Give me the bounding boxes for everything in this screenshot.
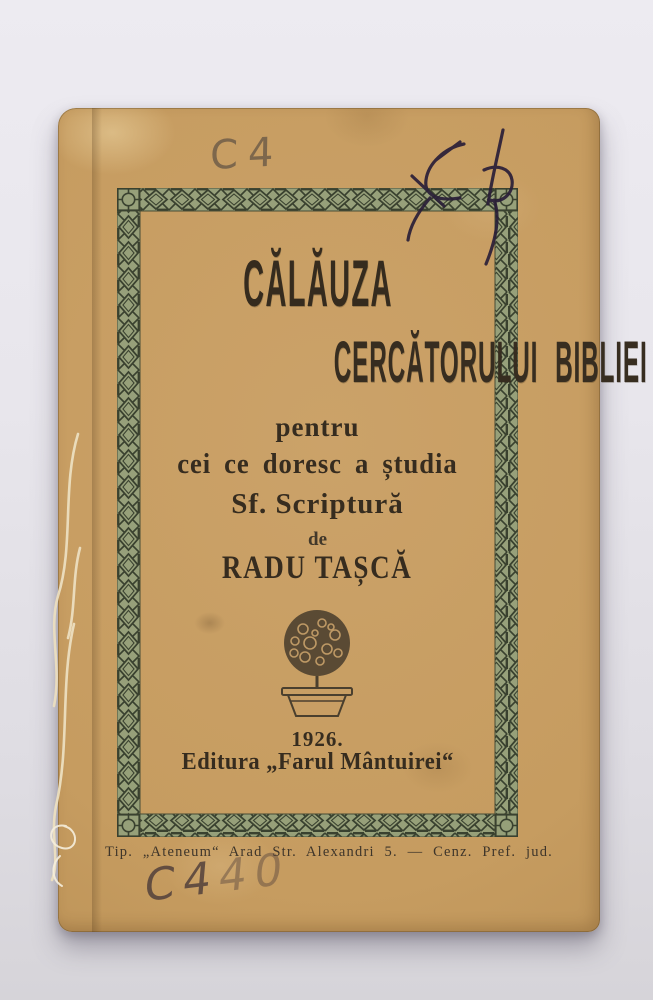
byline-prefix: de [308, 529, 327, 550]
title-line-2: CERCĂTORULUI BIBLIEI [333, 330, 648, 395]
binding-threads-icon [42, 428, 88, 898]
subtitle-line-3: Sf. Scriptură [231, 488, 404, 520]
printer-imprint: Tip. „Ateneum“ Arad Str. Alexandri 5. — Cenz. Pref. jud. [105, 844, 553, 860]
cover-text-block [117, 188, 648, 837]
title-line-1: CĂLĂUZA [242, 246, 393, 320]
book-cover [58, 108, 648, 932]
subtitle-line-1: pentru [275, 412, 360, 442]
year: 1926. [291, 727, 344, 751]
subtitle-line-2: cei ce doresc a ștudia [177, 448, 458, 480]
handwritten-pencil-mark-top: C4 [209, 129, 284, 179]
handwritten-shelf-mark-bottom: C440 [142, 842, 293, 913]
potted-plant-ornament-icon [117, 608, 518, 720]
publisher: Editura „Farul Mântuirei“ [181, 749, 454, 775]
author-name: RADU TAȘCĂ [222, 550, 413, 586]
spine-shadow [92, 108, 102, 932]
handwritten-ink-scrawl-top [406, 114, 536, 274]
